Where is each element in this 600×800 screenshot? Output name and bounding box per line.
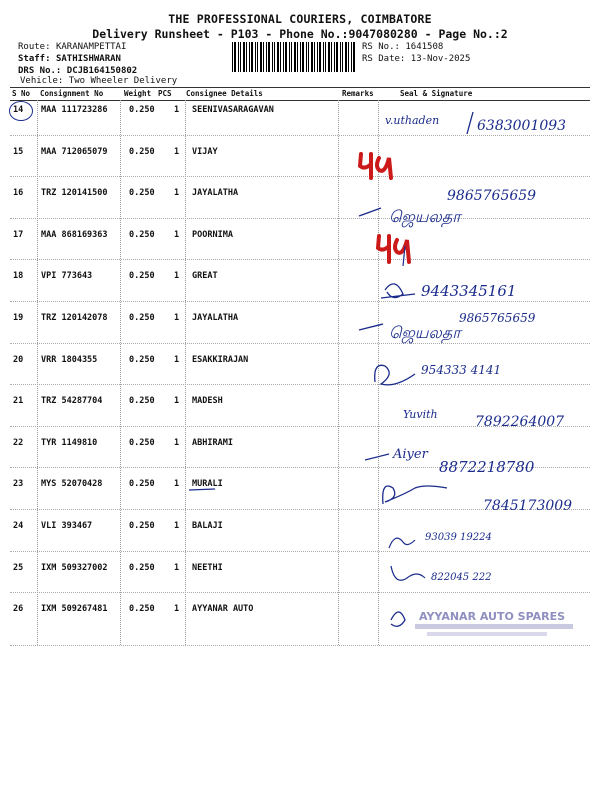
row-consignment: TYR 1149810 — [41, 438, 98, 448]
row-sno: 20 — [13, 355, 24, 365]
sig-16-name: ஜெயலதா — [389, 207, 461, 226]
row-consignee: MADESH — [192, 396, 223, 406]
row-sno: 24 — [13, 521, 24, 531]
row-weight: 0.250 — [129, 479, 155, 489]
row-sno: 25 — [13, 563, 24, 573]
row-consignee: VIJAY — [192, 147, 218, 157]
signature-22 — [355, 436, 590, 478]
row-consignment: MAA 868169363 — [41, 230, 108, 240]
row-sno: 23 — [13, 479, 24, 489]
row-consignee: POORNIMA — [192, 230, 233, 240]
col-remarks: Remarks — [342, 89, 374, 98]
col-weight: Weight — [124, 89, 152, 98]
row-pcs: 1 — [174, 313, 180, 323]
row-consignee: MURALI — [192, 479, 223, 489]
row-consignment: VPI 773643 — [41, 271, 93, 281]
barcode — [232, 42, 356, 72]
sig-25-phone2: 822045 222 — [431, 572, 492, 583]
row-consignment: IXM 509267481 — [41, 604, 108, 614]
row-sno: 19 — [13, 313, 24, 323]
header-rule-bottom — [10, 100, 590, 101]
sig-19-name: ஜெயலதா — [389, 323, 461, 342]
row-consignee: JAYALATHA — [192, 313, 239, 323]
row-pcs: 1 — [174, 105, 180, 115]
row-consignee: NEETHI — [192, 563, 223, 573]
row-weight: 0.250 — [129, 271, 155, 281]
sig-18-phone: 9443345161 — [421, 282, 517, 300]
row-pcs: 1 — [174, 147, 180, 157]
signature-23 — [355, 474, 590, 516]
row-sno: 18 — [13, 271, 24, 281]
signature-20 — [355, 352, 590, 394]
row-pcs: 1 — [174, 396, 180, 406]
row-weight: 0.250 — [129, 563, 155, 573]
row-weight: 0.250 — [129, 147, 155, 157]
rs-date-line: RS Date: 13-Nov-2025 — [362, 54, 471, 64]
rs-no-line: RS No.: 1641508 — [362, 42, 444, 52]
col-sno: S No — [12, 89, 31, 98]
row-consignment: VLI 393467 — [41, 521, 93, 531]
row-weight: 0.250 — [129, 521, 155, 531]
signature-18 — [355, 268, 590, 310]
row-14-circle-mark — [9, 101, 33, 121]
row-pcs: 1 — [174, 479, 180, 489]
staff-line: Staff: SATHISHWARAN — [18, 54, 121, 64]
col-consignment: Consignment No — [40, 89, 104, 98]
row-sno: 21 — [13, 396, 24, 406]
sig-19-phone: 9865765659 — [459, 311, 536, 325]
signature-14 — [355, 104, 590, 146]
row-consignment: TRZ 120142078 — [41, 313, 108, 323]
table-bottom-rule — [10, 645, 590, 646]
signature-25 — [355, 556, 590, 598]
vehicle-line: Vehicle: Two Wheeler Delivery — [20, 76, 178, 86]
row-consignment: MAA 712065079 — [41, 147, 108, 157]
sig-20-phone: 954333 4141 — [421, 363, 502, 377]
table-header — [10, 88, 590, 100]
row-consignee: JAYALATHA — [192, 188, 239, 198]
row-consignee: GREAT — [192, 271, 218, 281]
row-sno: 26 — [13, 604, 24, 614]
row-consignee: ABHIRAMI — [192, 438, 233, 448]
row-pcs: 1 — [174, 521, 180, 531]
signature-16 — [355, 184, 590, 226]
signature-26 — [355, 600, 590, 642]
col-pcs: PCS — [158, 89, 172, 98]
row-pcs: 1 — [174, 604, 180, 614]
row-weight: 0.250 — [129, 604, 155, 614]
sig-25-phone1: 93039 19224 — [425, 532, 492, 543]
sig-21-phone: 7892264007 — [475, 414, 565, 430]
route-line: Route: KARANAMPETTAI — [18, 42, 127, 52]
company-title: THE PROFESSIONAL COURIERS, COIMBATORE — [168, 12, 432, 26]
row-sno: 14 — [13, 105, 24, 115]
row-consignee: ESAKKIRAJAN — [192, 355, 249, 365]
row-weight: 0.250 — [129, 355, 155, 365]
row-consignee: AYYANAR AUTO — [192, 604, 254, 614]
signature-15 — [355, 146, 590, 188]
signature-17 — [355, 228, 590, 270]
row-consignee: BALAJI — [192, 521, 223, 531]
sig-22-phone: 8872218780 — [439, 458, 535, 476]
row-weight: 0.250 — [129, 438, 155, 448]
row-sno: 22 — [13, 438, 24, 448]
row-sno: 17 — [13, 230, 24, 240]
drs-line: DRS No.: DCJB164150802 — [18, 66, 138, 76]
staff-value: SATHISHWARAN — [55, 54, 121, 64]
sig-22-name: Aiyer — [393, 447, 428, 462]
vehicle-value: Two Wheeler Delivery — [68, 76, 178, 86]
row-weight: 0.250 — [129, 188, 155, 198]
row-consignment: MAA 111723286 — [41, 105, 108, 115]
rs-date-value: 13-Nov-2025 — [410, 54, 471, 64]
sig-14-phone: 6383001093 — [477, 118, 567, 134]
row-consignment: VRR 1804355 — [41, 355, 98, 365]
sig-26-stamp: AYYANAR AUTO SPARES — [419, 610, 566, 623]
col-seal: Seal & Signature — [400, 89, 473, 98]
runsheet-subtitle: Delivery Runsheet - P103 - Phone No.:9047080280 - Page No.:2 — [92, 27, 508, 41]
signature-19 — [355, 306, 590, 348]
row-pcs: 1 — [174, 230, 180, 240]
drs-value: DCJB164150802 — [66, 66, 138, 76]
row-consignment: TRZ 120141500 — [41, 188, 108, 198]
row-pcs: 1 — [174, 355, 180, 365]
row-weight: 0.250 — [129, 105, 155, 115]
row-consignment: IXM 509327002 — [41, 563, 108, 573]
col-consignee: Consignee Details — [186, 89, 263, 98]
row-weight: 0.250 — [129, 230, 155, 240]
sig-23-phone: 7845173009 — [483, 498, 573, 514]
signature-21 — [355, 396, 590, 438]
row-pcs: 1 — [174, 271, 180, 281]
sig-14-name: v.uthaden — [385, 114, 440, 127]
sig-21-name: Yuvith — [403, 408, 438, 421]
sig-16-phone: 9865765659 — [447, 188, 537, 204]
row-pcs: 1 — [174, 438, 180, 448]
rs-no-value: 1641508 — [405, 42, 444, 52]
route-value: KARANAMPETTAI — [55, 42, 127, 52]
row-consignment: MYS 52070428 — [41, 479, 103, 489]
row-consignment: TRZ 54287704 — [41, 396, 103, 406]
row-pcs: 1 — [174, 188, 180, 198]
row-pcs: 1 — [174, 563, 180, 573]
row-sno: 15 — [13, 147, 24, 157]
row-weight: 0.250 — [129, 396, 155, 406]
row-sno: 16 — [13, 188, 24, 198]
row-consignee: SEENIVASARAGAVAN — [192, 105, 274, 115]
row-weight: 0.250 — [129, 313, 155, 323]
